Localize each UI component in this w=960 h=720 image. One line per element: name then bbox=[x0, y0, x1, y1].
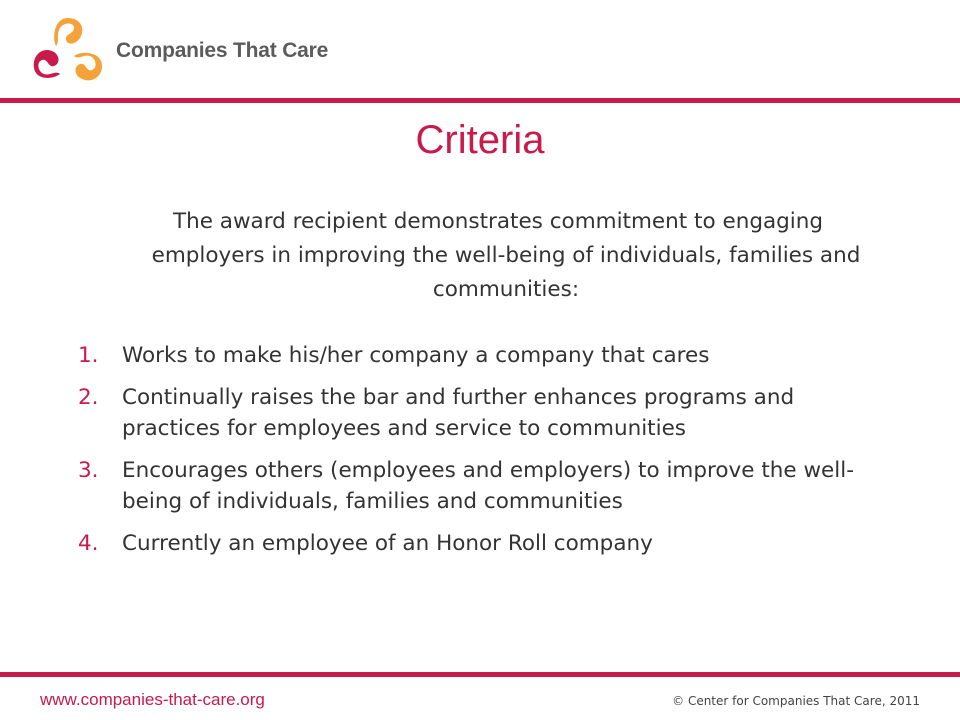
bottom-divider bbox=[0, 672, 960, 677]
criteria-text: Currently an employee of an Honor Roll company bbox=[122, 531, 653, 556]
criteria-item bbox=[78, 340, 898, 371]
criteria-number: 4. bbox=[78, 531, 99, 556]
logo bbox=[30, 16, 328, 86]
criteria-text: Continually raises the bar and further enhances programs and practices for employees and service to communities bbox=[122, 385, 795, 441]
criteria-number: 2. bbox=[78, 385, 99, 410]
criteria-number: 1. bbox=[78, 343, 99, 368]
criteria-item bbox=[78, 528, 898, 559]
logo-text: Companies That Care bbox=[116, 39, 329, 62]
top-divider bbox=[0, 98, 960, 103]
slide-title: Criteria bbox=[415, 118, 545, 162]
criteria-text: Works to make his/her company a company that cares bbox=[122, 343, 710, 368]
footer-url: www.companies-that-care.org bbox=[40, 690, 265, 709]
criteria-item bbox=[78, 382, 898, 444]
criteria-list bbox=[78, 340, 898, 570]
criteria-text: Encourages others (employees and employers) to improve the well-being of individuals, families and communities bbox=[122, 458, 854, 514]
criteria-number: 3. bbox=[78, 458, 99, 483]
criteria-item bbox=[78, 455, 898, 517]
footer-copyright: © Center for Companies That Care, 2011 bbox=[672, 694, 920, 708]
companies-that-care-swirl-icon bbox=[30, 16, 106, 86]
intro-paragraph: The award recipient demonstrates commitment to engaging employers in improving the well-being of individuals, families and communities: bbox=[151, 209, 861, 302]
